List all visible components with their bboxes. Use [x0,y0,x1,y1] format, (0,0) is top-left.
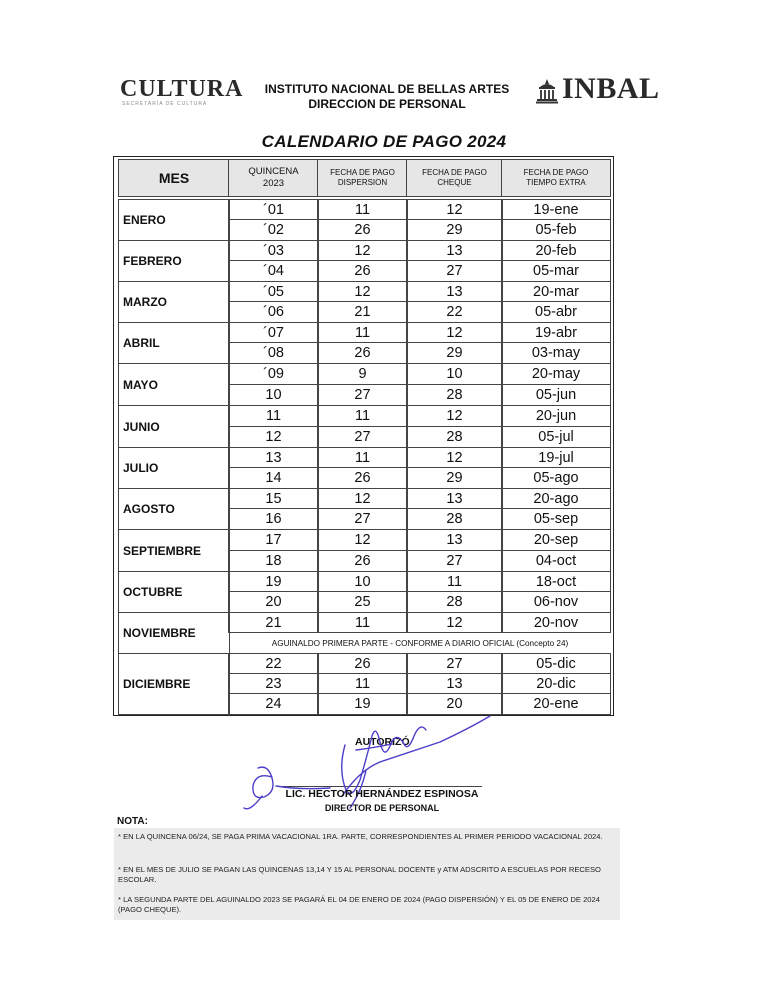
cell-quincena: 15 [228,488,319,509]
month-febrero: FEBRERO [118,240,230,282]
notes-label: NOTA: [117,816,148,827]
cell-cheque: 13 [406,240,503,261]
cell-dispersion: 12 [317,240,408,261]
month-septiembre: SEPTIEMBRE [118,529,230,572]
cell-quincena: 12 [228,426,319,448]
cell-quincena: 22 [228,653,319,674]
cell-tiempo-extra: 20-nov [501,612,611,633]
cell-quincena: 11 [228,405,319,427]
cell-quincena: ´05 [228,281,319,302]
page-title: CALENDARIO DE PAGO 2024 [261,132,507,151]
header-cheque-line1: FECHA DE PAGO [422,168,487,177]
cell-tiempo-extra: 05-jun [501,384,611,406]
cell-tiempo-extra: 04-oct [501,550,611,572]
cell-quincena: 24 [228,693,319,715]
header-mes: MES [118,159,230,197]
cell-dispersion: 12 [317,488,408,509]
cell-cheque: 28 [406,508,503,530]
cell-dispersion: 26 [317,342,408,364]
cell-cheque: 13 [406,281,503,302]
header-quincena-line1: QUINCENA [248,166,299,177]
cell-dispersion: 11 [317,447,408,468]
cell-cheque: 12 [406,405,503,427]
cell-cheque: 20 [406,693,503,715]
cell-tiempo-extra: 20-feb [501,240,611,261]
cultura-logo: CULTURA [120,76,244,102]
cell-quincena: ´03 [228,240,319,261]
cell-cheque: 28 [406,591,503,613]
cell-dispersion: 21 [317,301,408,323]
cell-tiempo-extra: 19-abr [501,322,611,343]
cell-tiempo-extra: 20-ago [501,488,611,509]
cell-tiempo-extra: 05-jul [501,426,611,448]
cell-cheque: 29 [406,342,503,364]
cell-cheque: 27 [406,260,503,282]
cell-quincena: 13 [228,447,319,468]
month-agosto: AGOSTO [118,488,230,530]
cell-tiempo-extra: 05-ago [501,467,611,489]
cell-tiempo-extra: 03-may [501,342,611,364]
cell-quincena: 10 [228,384,319,406]
cell-dispersion: 11 [317,322,408,343]
cell-quincena: 21 [228,612,319,633]
autorizo-label: AUTORIZÓ [355,736,410,748]
month-diciembre: DICIEMBRE [118,653,230,715]
cell-dispersion: 11 [317,405,408,427]
cell-dispersion: 12 [317,529,408,551]
cell-quincena: 14 [228,467,319,489]
month-marzo: MARZO [118,281,230,323]
header-quincena-line2: 2023 [262,178,285,189]
cell-dispersion: 10 [317,571,408,592]
cell-quincena: 20 [228,591,319,613]
note-item: * EN LA QUINCENA 06/24, SE PAGA PRIMA VACACIONAL 1RA. PARTE, CORRESPONDIENTES AL PRIMER PERIODO VACACIONAL 2024. [118,832,603,841]
cell-dispersion: 25 [317,591,408,613]
cell-cheque: 13 [406,488,503,509]
cell-cheque: 13 [406,673,503,694]
header-dispersion-line1: FECHA DE PAGO [330,168,395,177]
cell-quincena: ´08 [228,342,319,364]
cell-quincena: 18 [228,550,319,572]
cell-cheque: 10 [406,363,503,385]
cell-tiempo-extra: 06-nov [501,591,611,613]
cell-cheque: 27 [406,653,503,674]
month-octubre: OCTUBRE [118,571,230,613]
cell-cheque: 12 [406,612,503,633]
institution-name: INSTITUTO NACIONAL DE BELLAS ARTES [264,82,510,96]
cell-dispersion: 11 [317,673,408,694]
cell-dispersion: 26 [317,550,408,572]
cell-cheque: 12 [406,322,503,343]
cell-quincena: ´07 [228,322,319,343]
month-julio: JULIO [118,447,230,489]
cell-quincena: 16 [228,508,319,530]
cell-dispersion: 11 [317,199,408,220]
month-enero: ENERO [118,199,230,241]
note-item: * EN EL MES DE JULIO SE PAGAN LAS QUINCENAS 13,14 Y 15 AL PERSONAL DOCENTE y ATM ADSCRITO A ESCUELAS POR RECESO ESCOLAR. [118,865,601,884]
cell-dispersion: 11 [317,612,408,633]
cell-cheque: 29 [406,219,503,241]
department-name: DIRECCION DE PERSONAL [308,97,466,111]
cell-quincena: 19 [228,571,319,592]
cell-cheque: 22 [406,301,503,323]
cultura-logo-subtitle: SECRETARÍA DE CULTURA [122,101,208,107]
cell-quincena: ´04 [228,260,319,282]
month-noviembre: NOVIEMBRE [118,612,230,654]
header-cheque-line2: CHEQUE [437,178,472,187]
cell-quincena: 23 [228,673,319,694]
cell-quincena: 17 [228,529,319,551]
cell-cheque: 12 [406,199,503,220]
cell-cheque: 13 [406,529,503,551]
cell-tiempo-extra: 20-ene [501,693,611,715]
cell-tiempo-extra: 19-ene [501,199,611,220]
cell-quincena: ´02 [228,219,319,241]
cell-dispersion: 27 [317,384,408,406]
month-abril: ABRIL [118,322,230,364]
cell-cheque: 28 [406,426,503,448]
cell-tiempo-extra: 19-jul [501,447,611,468]
cell-cheque: 11 [406,571,503,592]
cell-tiempo-extra: 05-dic [501,653,611,674]
cell-dispersion: 26 [317,653,408,674]
cell-cheque: 12 [406,447,503,468]
month-mayo: MAYO [118,363,230,406]
notes-box [114,828,620,920]
cell-tiempo-extra: 05-abr [501,301,611,323]
cell-quincena: ´09 [228,363,319,385]
cell-tiempo-extra: 20-jun [501,405,611,427]
cell-dispersion: 27 [317,508,408,530]
note-item: * LA SEGUNDA PARTE DEL AGUINALDO 2023 SE PAGARÁ EL 04 DE ENERO DE 2024 (PAGO DISPERSIÓN) Y EL 05 DE ENERO DE 2024 (PAGO CHEQUE). [118,895,600,914]
cell-dispersion: 26 [317,260,408,282]
cell-tiempo-extra: 20-sep [501,529,611,551]
cell-quincena: ´01 [228,199,319,220]
header-tiempo-extra-line2: TIEMPO EXTRA [526,178,586,187]
cell-tiempo-extra: 05-feb [501,219,611,241]
header-dispersion-line2: DISPERSION [337,178,388,187]
cell-cheque: 29 [406,467,503,489]
cell-tiempo-extra: 20-dic [501,673,611,694]
cell-dispersion: 27 [317,426,408,448]
cell-tiempo-extra: 20-may [501,363,611,385]
aguinaldo-note: AGUINALDO PRIMERA PARTE - CONFORME A DIARIO OFICIAL (Concepto 24) [271,638,569,648]
cell-quincena: ´06 [228,301,319,323]
cell-dispersion: 12 [317,281,408,302]
cell-cheque: 28 [406,384,503,406]
cell-tiempo-extra: 05-sep [501,508,611,530]
cell-tiempo-extra: 18-oct [501,571,611,592]
header-tiempo-extra-line1: FECHA DE PAGO [523,168,589,177]
cell-dispersion: 26 [317,219,408,241]
cell-tiempo-extra: 05-mar [501,260,611,282]
cell-tiempo-extra: 20-mar [501,281,611,302]
month-junio: JUNIO [118,405,230,448]
cell-dispersion: 9 [317,363,408,385]
inbal-logo: INBAL [562,72,660,105]
signer-role: DIRECTOR DE PERSONAL [324,803,440,813]
signer-name: LIC. HECTOR HERNÁNDEZ ESPINOSA [285,788,479,800]
cell-dispersion: 26 [317,467,408,489]
cell-dispersion: 19 [317,693,408,715]
cell-cheque: 27 [406,550,503,572]
